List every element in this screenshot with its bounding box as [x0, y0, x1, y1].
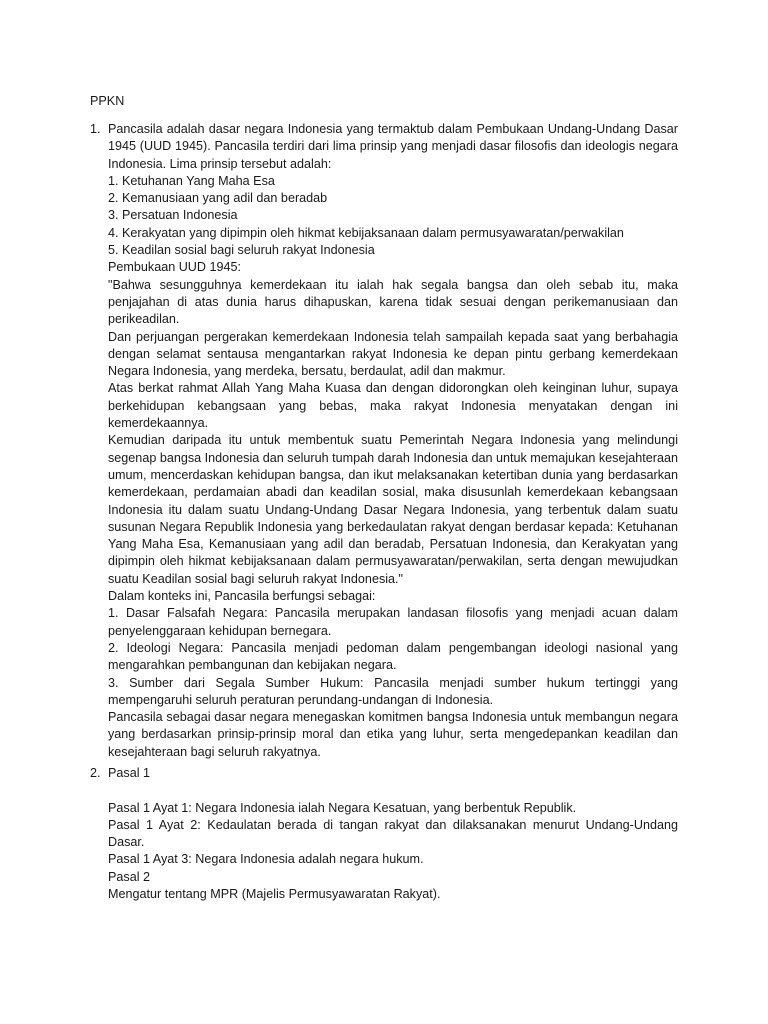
- list-item-body: [108, 121, 678, 761]
- paragraph-conclusion: Pancasila sebagai dasar negara menegaskan komitmen bangsa Indonesia untuk membangun negara yang berdasarkan prinsip-prinsip moral dan etika yang luhur, serta mengedepankan keadilan dan kesejahteraan bagi seluruh rakyatnya.: [108, 710, 678, 759]
- article-1-clause-1: Pasal 1 Ayat 1: Negara Indonesia ialah Negara Kesatuan, yang berbentuk Republik.: [108, 800, 577, 815]
- article-1-clause-2: Pasal 1 Ayat 2: Kedaulatan berada di tangan rakyat dan dilaksanakan menurut Undang-Undang Dasar.: [108, 817, 678, 850]
- list-number: 2.: [90, 766, 101, 780]
- function-1: 1. Dasar Falsafah Negara: Pancasila merupakan landasan filosofis yang menjadi acuan dalam penyelenggaraan kehidupan bernegara.: [108, 606, 678, 638]
- preamble-paragraph-4: Kemudian daripada itu untuk membentuk suatu Pemerintah Negara Indonesia yang melindungi segenap bangsa Indonesia dan seluruh tumpah darah Indonesia dan untuk memajukan kesejahteraan umum, mencerdaskan kehidupan bangsa, dan ikut melaksanakan ketertiban dunia yang berdasarkan kemerdekaan, perdamaian abadi dan keadilan sosial, maka disusunlah kemerdekaan kebangsaan Indonesia itu dalam suatu Undang-Undang Dasar Negara Indonesia, yang terbentuk dalam suatu susunan Negara Republik Indonesia yang berkedaulatan rakyat dengan berdasar kepada: Ketuhanan Yang Maha Esa, Kemanusiaan yang adil dan beradab, Persatuan Indonesia, dan Kerakyatan yang dipimpin oleh hikmat kebijaksanaan dalam permusyawaratan/perwakilan, serta dengan mewujudkan suatu Keadilan sosial bagi seluruh rakyat Indonesia.": [108, 433, 678, 586]
- principle-3: 3. Persatuan Indonesia: [108, 208, 238, 223]
- article-2-text: Mengatur tentang MPR (Majelis Permusyawaratan Rakyat).: [108, 887, 441, 902]
- list-number: 1.: [90, 122, 101, 136]
- principle-5: 5. Keadilan sosial bagi seluruh rakyat Indonesia: [108, 243, 375, 258]
- function-heading: Dalam konteks ini, Pancasila berfungsi sebagai:: [108, 589, 376, 604]
- list-item-1: [90, 121, 678, 761]
- spacer: [108, 782, 678, 799]
- article-1-clause-3: Pasal 1 Ayat 3: Negara Indonesia adalah negara hukum.: [108, 852, 424, 867]
- preamble-paragraph-2: Dan perjuangan pergerakan kemerdekaan Indonesia telah sampailah kepada saat yang berbahagia dengan selamat sentausa mengantarkan rakyat Indonesia ke depan pintu gerbang kemerdekaan Negara Indonesia, yang merdeka, bersatu, berdaulat, adil dan makmur.: [108, 329, 678, 379]
- preamble-heading: Pembukaan UUD 1945:: [108, 260, 242, 275]
- section-heading: Pasal 1: [108, 766, 151, 780]
- list-item-2: [90, 765, 678, 903]
- preamble-paragraph-1: "Bahwa sesungguhnya kemerdekaan itu ialah hak segala bangsa dan oleh sebab itu, maka penjajahan di atas dunia harus dihapuskan, karena tidak sesuai dengan perikemanusiaan dan perikeadilan.: [108, 277, 678, 327]
- principle-4: 4. Kerakyatan yang dipimpin oleh hikmat kebijaksanaan dalam permusyawaratan/perwakilan: [108, 225, 624, 240]
- principle-2: 2. Kemanusiaan yang adil dan beradab: [108, 191, 328, 206]
- function-2: 2. Ideologi Negara: Pancasila menjadi pedoman dalam pengembangan ideologi nasional yang mengarahkan pembangunan dan kebijakan negara.: [108, 640, 678, 673]
- paragraph-intro: Pancasila adalah dasar negara Indonesia yang termaktub dalam Pembukaan Undang-Undang Dasar 1945 (UUD 1945). Pancasila terdiri dari lima prinsip yang menjadi dasar filosofis dan ideologis negara Indonesia. Lima prinsip tersebut adalah:: [108, 122, 678, 171]
- preamble-paragraph-3: Atas berkat rahmat Allah Yang Maha Kuasa dan dengan didorongkan oleh keinginan luhur, supaya berkehidupan kebangsaan yang bebas, maka rakyat Indonesia menyatakan dengan ini kemerdekaannya.: [108, 381, 678, 431]
- function-3: 3. Sumber dari Segala Sumber Hukum: Pancasila menjadi sumber hukum tertinggi yang mempengaruhi seluruh peraturan perundang-undangan di Indonesia.: [108, 675, 678, 707]
- list-item-body: [108, 765, 678, 903]
- document-title: PPKN: [90, 94, 125, 108]
- principle-1: 1. Ketuhanan Yang Maha Esa: [108, 173, 275, 188]
- article-2-heading: Pasal 2: [108, 869, 151, 884]
